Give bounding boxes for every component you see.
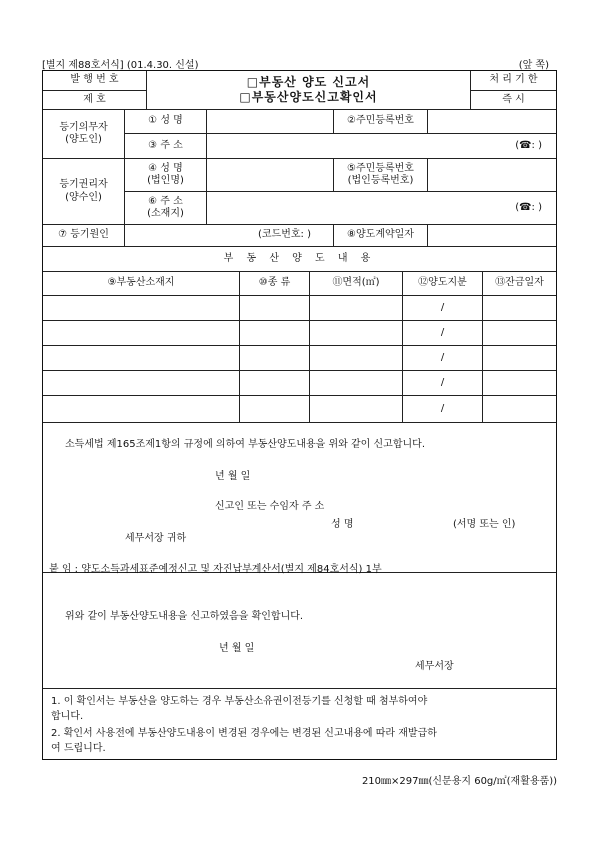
- note-1: 1. 이 확인서는 부동산을 양도하는 경우 부동산소유권이전등기를 신청할 때 첨부하여야 합니다.: [51, 696, 428, 722]
- details-cell[interactable]: [310, 321, 403, 346]
- transferor-id-label: ②주민등록번호: [334, 110, 428, 134]
- details-cell[interactable]: [240, 321, 310, 346]
- transferor-addr-field[interactable]: [207, 134, 556, 159]
- signature-label: (서명 또는 인): [453, 519, 516, 530]
- confirmation-date: 년 월 일: [219, 643, 255, 654]
- deadline-label: 처 리 기 한: [471, 71, 556, 91]
- deadline-value: 즉 시: [471, 91, 556, 110]
- issue-no-label: 발 행 번 호: [43, 71, 147, 91]
- page-side: (앞 쪽): [518, 60, 549, 71]
- confirmation-signer: 세무서장: [415, 661, 454, 672]
- details-cell[interactable]: [240, 346, 310, 371]
- details-heading: 부 동 산 양 도 내 용: [43, 247, 556, 272]
- details-cell[interactable]: /: [403, 321, 483, 346]
- transferor-name-label: ① 성 명: [125, 110, 207, 134]
- confirmation-statement: 위와 같이 부동산양도내용을 신고하였음을 확인합니다.: [65, 611, 304, 622]
- details-col-header: ⑩종 류: [240, 272, 310, 296]
- details-cell[interactable]: [310, 296, 403, 321]
- details-cell[interactable]: [310, 346, 403, 371]
- details-col-header: ⑪면적(㎡): [310, 272, 403, 296]
- details-cell[interactable]: [240, 296, 310, 321]
- transferor-label: 등기의무자 (양도인): [43, 110, 125, 159]
- doc-no-label: 제 호: [43, 91, 147, 110]
- contract-date-label: ⑧양도계약일자: [334, 225, 428, 247]
- details-cell[interactable]: [310, 371, 403, 396]
- cause-code: (코드번호: ): [258, 229, 311, 241]
- details-cell[interactable]: [43, 321, 240, 346]
- transferor-name-field[interactable]: [207, 110, 334, 134]
- details-cell[interactable]: [483, 321, 556, 346]
- details-cell[interactable]: [240, 371, 310, 396]
- details-cell[interactable]: [483, 396, 556, 423]
- details-col-header: ⑫양도지분: [403, 272, 483, 296]
- title-line-1: □부동산 양도 신고서: [246, 75, 371, 89]
- transferee-name-label: ④ 성 명 (법인명): [125, 159, 207, 192]
- declaration-date: 년 월 일: [215, 471, 251, 482]
- details-cell[interactable]: [43, 346, 240, 371]
- details-cell[interactable]: [43, 396, 240, 423]
- form-title: [147, 71, 471, 110]
- details-cell[interactable]: [240, 396, 310, 423]
- transferee-name-field[interactable]: [207, 159, 334, 192]
- reporter-addr-label: 신고인 또는 수임자 주 소: [215, 501, 325, 512]
- details-cell[interactable]: [43, 296, 240, 321]
- details-cell[interactable]: /: [403, 396, 483, 423]
- transferor-addr-label: ③ 주 소: [125, 134, 207, 159]
- title-line-2: □부동산양도신고확인서: [239, 90, 378, 104]
- details-cell[interactable]: /: [403, 346, 483, 371]
- cause-field[interactable]: [125, 225, 334, 247]
- confirmation-section: [43, 573, 556, 689]
- reporter-name-label: 성 명: [331, 519, 354, 530]
- note-2: 2. 확인서 사용전에 부동산양도내용이 변경된 경우에는 변경된 신고내용에 따라 재발급하 여 드립니다.: [51, 728, 437, 754]
- contract-date-field[interactable]: [428, 225, 556, 247]
- paper-spec: 210㎜×297㎜(신문용지 60g/㎡(재활용품)): [361, 776, 557, 787]
- report-form: [42, 70, 557, 760]
- attachment-note: 붙 임 : 양도소득과세표준예정신고 및 자진납부계산서(별지 제84호서식) 1부: [49, 564, 382, 575]
- details-cell[interactable]: [483, 346, 556, 371]
- transferee-addr-label: ⑥ 주 소 (소재지): [125, 192, 207, 225]
- transferee-label: 등기권리자 (양수인): [43, 159, 125, 225]
- cause-label: ⑦ 등기원인: [43, 225, 125, 247]
- transferor-phone: (☎: ): [515, 139, 542, 151]
- details-col-header: ⑨부동산소재지: [43, 272, 240, 296]
- details-cell[interactable]: /: [403, 371, 483, 396]
- transferee-id-label: ⑤주민등록번호 (법인등록번호): [334, 159, 428, 192]
- transferee-id-field[interactable]: [428, 159, 556, 192]
- details-cell[interactable]: /: [403, 296, 483, 321]
- form-number: [별지 제88호서식] (01.4.30. 신설): [42, 60, 199, 71]
- details-cell[interactable]: [483, 296, 556, 321]
- transferee-phone: (☎: ): [515, 201, 542, 213]
- transferor-id-field[interactable]: [428, 110, 556, 134]
- declaration-statement: 소득세법 제165조제1항의 규정에 의하여 부동산양도내용을 위와 같이 신고합니다.: [65, 439, 425, 450]
- details-col-header: ⑬잔금일자: [483, 272, 556, 296]
- details-cell[interactable]: [483, 371, 556, 396]
- details-cell[interactable]: [43, 371, 240, 396]
- transferee-addr-field[interactable]: [207, 192, 556, 225]
- addressee: 세무서장 귀하: [125, 533, 187, 544]
- details-cell[interactable]: [310, 396, 403, 423]
